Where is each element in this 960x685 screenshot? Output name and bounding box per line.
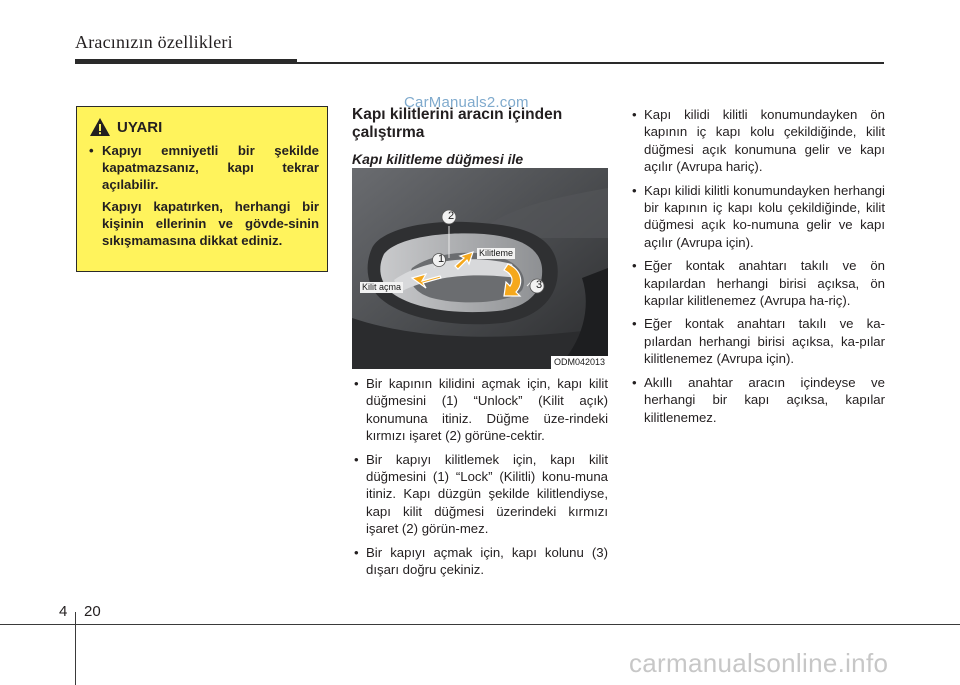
- list-item: [630, 257, 885, 309]
- list-item: [630, 374, 885, 426]
- list-item-text: Kapı kilidi kilitli konumundayken herhangi bir kapının iç kapı kolu çekildiğinde, kilit düğmesi açık ko-numuna gelir ve kapı açılır (Avrupa için).: [644, 182, 885, 250]
- bullet-dot: •: [632, 182, 637, 198]
- section-title: Kapı kilitlerini aracın içinden çalıştırma: [352, 106, 563, 141]
- site-watermark: carmanualsonline.info: [629, 648, 889, 678]
- unlock-label: Kilit açma: [362, 282, 402, 292]
- bullet-dot: •: [632, 316, 637, 332]
- header-rule-thick: [75, 59, 297, 64]
- list-item-text: Eğer kontak anahtarı takılı ve ka-pılardan herhangi birisi açıksa, ka-pılar kilitlenemez (Avrupa için).: [644, 316, 885, 367]
- figure-code: ODM042013: [551, 356, 608, 369]
- bullet-dot: •: [354, 451, 359, 467]
- list-item-text: Kapı kilidi kilitli konumundayken ön kapının iç kapı kolu çekildiğinde, kilit düğmesi açık konumuna gelir ve kapı açılır (Avrupa hariç).: [644, 107, 885, 175]
- list-item: [630, 182, 885, 252]
- list-item: [630, 106, 885, 176]
- warning-item-text: Kapıyı kapatırken, herhangi bir kişinin ellerinin ve gövde-sinin sıkışmamasına dikkat ediniz.: [102, 198, 319, 249]
- callout-3-label: 3: [536, 279, 543, 291]
- callout-1-label: 1: [438, 253, 445, 265]
- warning-header: [89, 117, 319, 137]
- list-item-text: Bir kapıyı açmak için, kapı kolunu (3) dışarı doğru çekiniz.: [366, 544, 608, 578]
- bullet-dot: •: [632, 258, 637, 274]
- callout-2-label: 2: [448, 210, 455, 222]
- footer-rule: [0, 624, 960, 625]
- bullet-dot: •: [632, 374, 637, 390]
- door-handle-illustration: [352, 168, 608, 369]
- door-handle-figure: [352, 168, 608, 369]
- list-item-text: Eğer kontak anahtarı takılı ve ön kapılardan herhangi birisi açıksa, ön kapılar kilitlenemez (Avrupa ha-riç).: [644, 258, 885, 309]
- warning-box: [76, 106, 328, 272]
- section-subtitle: Kapı kilitleme düğmesi ile: [352, 151, 524, 167]
- page-header-title: Aracınızın özellikleri: [75, 32, 233, 52]
- page-number: 20: [84, 603, 101, 620]
- section-heading-block: [352, 106, 607, 167]
- bullet-dot: •: [354, 376, 359, 391]
- footer-vertical-rule: [75, 612, 76, 685]
- list-item: [352, 451, 608, 538]
- list-item-text: Bir kapıyı kilitlemek için, kapı kilit düğmesini (1) “Lock” (Kilitli) konu-muna itiniz. Kapı düzgün şekilde kilitlendiyse, kapı kilit düğmesi üzerindeki kırmızı işaret (2) görün-mez.: [366, 451, 608, 537]
- bullet-dot: •: [354, 544, 359, 560]
- list-item: [352, 375, 608, 445]
- right-bullet-list: [630, 106, 885, 432]
- middle-bullet-list: [352, 375, 608, 584]
- bullet-dot: •: [632, 107, 637, 122]
- list-item: [630, 315, 885, 367]
- header-rule-thin: [297, 62, 884, 64]
- warning-item-text: Kapıyı emniyetli bir şekilde kapatmazsanız, kapı tekrar açılabilir.: [102, 143, 319, 193]
- warning-body: [87, 142, 319, 249]
- lock-label: Kilitleme: [479, 248, 514, 258]
- warning-title: UYARI: [117, 118, 163, 136]
- warning-item: [87, 198, 319, 250]
- warning-item: [87, 142, 319, 194]
- watermark-text: CarManuals2.com: [404, 94, 529, 111]
- list-item-text: Akıllı anahtar aracın içindeyse ve herhangi bir kapı açıksa, kapılar kilitlenemez.: [644, 374, 885, 425]
- chapter-number: 4: [59, 603, 68, 620]
- list-item-text: Bir kapının kilidini açmak için, kapı kilit düğmesini (1) “Unlock” (Kilit açık) konumuna itiniz. Düğme üze-rindeki kırmızı işaret (2) görüne-cektir.: [366, 376, 608, 444]
- list-item: [352, 544, 608, 579]
- bullet-dot: •: [89, 143, 94, 158]
- warning-triangle-icon: [89, 117, 111, 137]
